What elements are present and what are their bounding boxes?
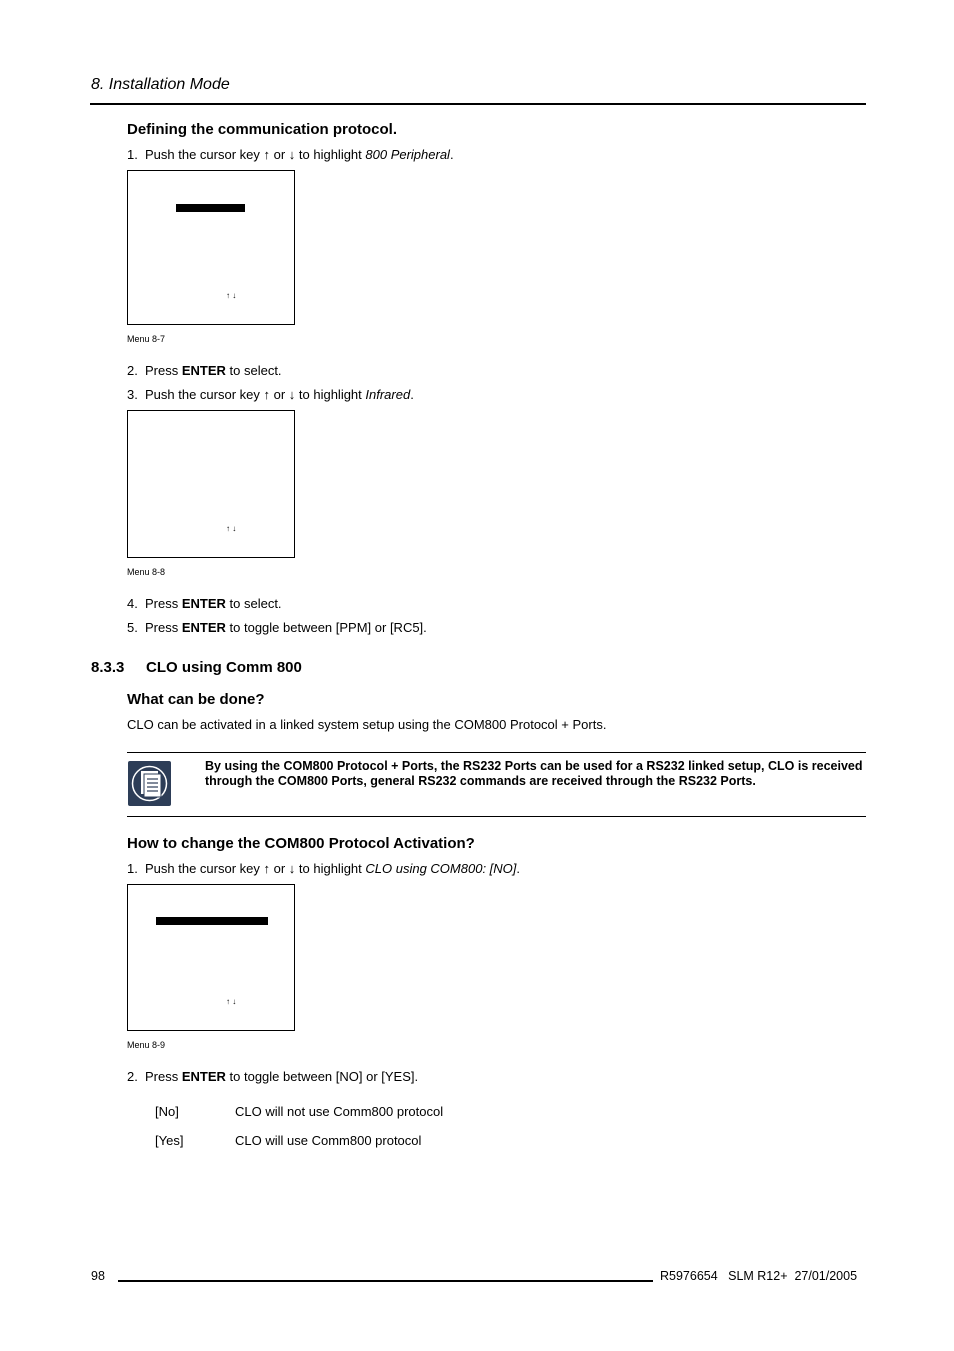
note-top-rule	[127, 752, 866, 753]
step-4-enter-select: 4. Press ENTER to select.	[127, 596, 282, 611]
step-2-enter-toggle: 2. Press ENTER to toggle between [NO] or [YES].	[127, 1069, 419, 1084]
definition-value: CLO will not use Comm800 protocol	[235, 1104, 444, 1119]
header-rule	[90, 103, 866, 105]
footer-rule	[118, 1280, 653, 1282]
page-number: 98	[91, 1269, 105, 1283]
menu-8-7-screen	[127, 170, 295, 325]
note-text: By using the COM800 Protocol + Ports, the RS232 Ports can be used for a RS232 linked setup, CLO is received through the COM800 Ports, general RS232 commands are received through the RS232 Ports.	[205, 759, 863, 788]
definition-value: CLO will use Comm800 protocol	[235, 1133, 422, 1148]
section-number: 8.3.3	[91, 659, 125, 676]
section-heading-protocol: Defining the communication protocol.	[127, 121, 397, 138]
note-bottom-rule	[127, 816, 866, 817]
menu-highlight-bar	[156, 917, 268, 925]
menu-highlight-bar	[176, 204, 245, 212]
menu-arrows: ↑ ↓	[226, 997, 237, 1006]
figure-caption: Menu 8-9	[127, 1040, 166, 1050]
menu-arrows: ↑ ↓	[226, 524, 237, 533]
menu-arrows: ↑ ↓	[226, 291, 237, 300]
figure-caption: Menu 8-7	[127, 334, 166, 344]
document-reference: R5976654 SLM R12+ 27/01/2005	[660, 1269, 858, 1283]
definition-key: [Yes]	[155, 1133, 184, 1148]
note-document-icon	[128, 761, 171, 806]
step-2-enter-select: 2. Press ENTER to select.	[127, 363, 282, 378]
figure-caption: Menu 8-8	[127, 567, 166, 577]
definition-key: [No]	[155, 1104, 179, 1119]
step-1-highlight-peripheral: 1. Push the cursor key ↑ or ↓ to highlight 800 Peripheral.	[127, 147, 454, 162]
what-can-be-done-heading: What can be done?	[127, 691, 265, 708]
step-3-highlight-infrared: 3. Push the cursor key ↑ or ↓ to highlight Infrared.	[127, 387, 414, 402]
menu-8-9-screen	[127, 884, 295, 1031]
menu-8-8-screen	[127, 410, 295, 558]
step-5-enter-toggle: 5. Press ENTER to toggle between [PPM] or [RC5].	[127, 620, 427, 635]
section-title: CLO using Comm 800	[146, 659, 302, 676]
what-can-be-done-text: CLO can be activated in a linked system setup using the COM800 Protocol + Ports.	[127, 717, 607, 732]
how-to-change-heading: How to change the COM800 Protocol Activation?	[127, 835, 475, 852]
step-1-highlight-clo: 1. Push the cursor key ↑ or ↓ to highlight CLO using COM800: [NO].	[127, 861, 521, 876]
chapter-header: 8. Installation Mode	[91, 76, 230, 93]
